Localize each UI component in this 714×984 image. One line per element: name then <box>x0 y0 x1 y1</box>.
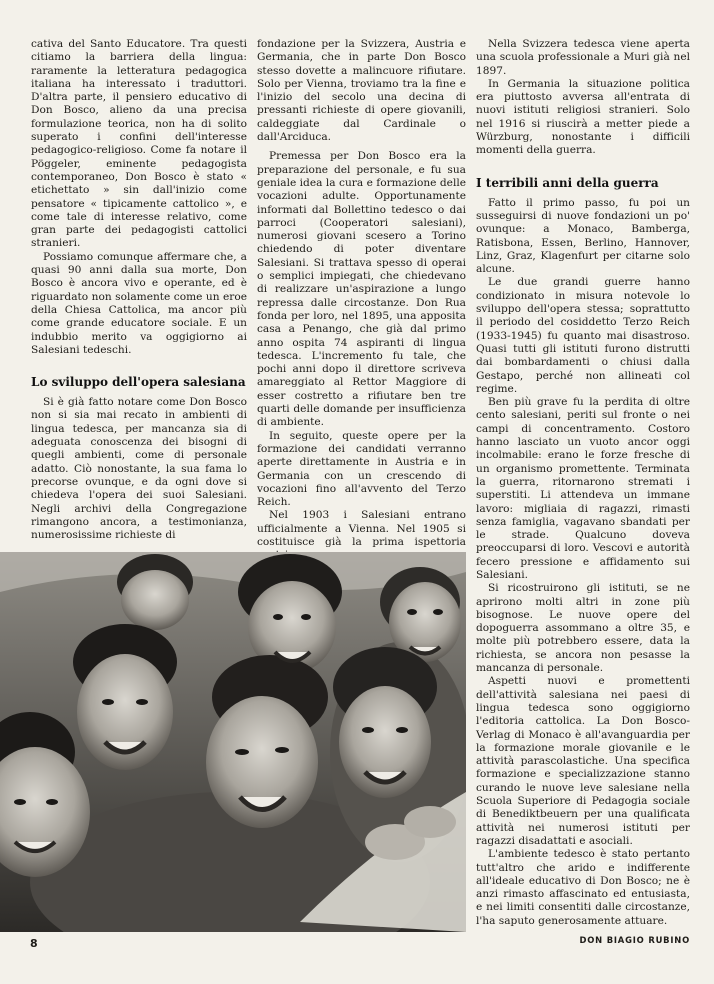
paragraph: Nel 1903 i Salesiani entrano ufficialmente a Vienna. Nel 1905 si costituisce già la prima ispettoria <box>257 509 466 548</box>
photo-illustration <box>0 552 466 932</box>
paragraph: Ben più grave fu la perdita di oltre cento salesiani, periti sul fronte o nei campi di concentramento. Costoro hanno lasciato un vuoto ancor oggi incolmabile: erano le forze fresche di un organismo promettente. Terminata la guerra, ritornarono stremati i superstiti. Li attendeva un immane lavoro: migliaia di ragazzi, rimasti senza famiglia, vagavano sbandati per le strade. Qualcuno doveva preoccuparsi di loro. Vescovi e autorità fecero pressione e affidamento sui Salesiani. <box>476 396 690 581</box>
paragraph: Si è già fatto notare come Don Bosco non si sia mai recato in ambienti di lingua tedesca, per mancanza sia di adeguata conoscenza dei bisogni di quegli ambienti, come di personale adatto. Ciò nonostante, la sua fama lo precorse ovunque, e da ogni dove si chiedeva l'opera dei suoi Salesiani. Negli archivi della Congregazione rimangono ancora, a testimonianza, numerosissime richieste di <box>31 396 247 542</box>
paragraph: Fatto il primo passo, fu poi un susseguirsi di nuove fondazioni un po' ovunque: a Monaco, Bamberga, Ratisbona, Essen, Berlino, Hannover, Linz, Graz, Klagenfurt per citarne solo alcune. <box>476 196 690 276</box>
text-column-2 <box>257 38 466 563</box>
paragraph: Si ricostruirono gli istituti, se ne aprirono molti altri in zone più bisognose. Le nuove opere del dopoguerra assommano a oltre 35, e molte più potrebbero essere, data la richiesta, se ancora non pesasse la mancanza di personale. <box>476 582 690 675</box>
section-heading: I terribili anni della guerra <box>476 175 659 190</box>
paragraph: Possiamo comunque affermare che, a quasi 90 anni dalla sua morte, Don Bosco è ancora vivo e operante, ed è riguardato non solamente come un eroe della Chiesa Cattolica, ma ancor più come grande educatore sociale. E un indubbio merito va oggigiorno ai Salesiani tedeschi. <box>31 250 247 356</box>
text-column-3 <box>476 38 690 947</box>
paragraph: Le due grandi guerre hanno condizionato in misura notevole lo sviluppo dell'opera stessa; soprattutto il periodo del cosiddetto Terzo Reich (1933-1945) fu quanto mai disastroso. Quasi tutti gli istituti furono distrutti dai bombardamenti o chiusi dalla Gestapo, perché non allineati col regime. <box>476 276 690 395</box>
photo-smiling-boys <box>0 552 466 932</box>
paragraph: Nella Svizzera tedesca viene aperta una scuola professionale a Muri già nel 1897. <box>476 38 690 77</box>
paragraph: In Germania la situazione politica era piuttosto avversa all'entrata di nuovi istituti religiosi stranieri. Solo nel 1916 si riuscirà a metter piede a Würzburg, nonostante i difficili momenti della guerra. <box>476 77 690 157</box>
paragraph: Aspetti nuovi e promettenti dell'attività salesiana nei paesi di lingua tedesca sono oggigiorno l'editoria cattolica. La Don Bosco-Verlag di Monaco è all'avanguardia per la formazione morale giovanile e le attività parascolastiche. Una specifica formazione e specializzazione stanno curando le nuove leve salesiane nella Scuola Superiore di Pedagogia sociale di Benediktbeuern per una qualificata attività nei numerosi istituti per ragazzi disadattati e asociali. <box>476 675 690 847</box>
paragraph: Premessa per Don Bosco era la preparazione del personale, e fu sua geniale idea la cura e formazione delle vocazioni adulte. Opportunamente informati dal Bollettino tedesco o dai parroci (Cooperatori salesiani), numerosi giovani scesero a Torino chiedendo di poter diventare Salesiani. Si trattava spesso di operai o semplici impiegati, che chiedevano di realizzare un'aspirazione a lungo repressa dalle circostanze. Don Rua fonda per loro, nel 1895, una apposita casa a Penango, che già dal primo anno ospita 74 aspiranti di lingua tedesca. L'incremento fu tale, che pochi anni dopo il direttore scriveva amareggiato al Rettor Maggiore di esser costretto a rifiutare ben tre quarti delle domande per insufficienza di ambiente. <box>257 150 466 429</box>
paragraph: L'ambiente tedesco è stato pertanto tutt'altro che arido e indifferente all'ideale educativo di Don Bosco; ne è anzi rimasto affascinato ed entusiasta, e nei limiti consentiti dalle circostanze, l'ha saputo generosamente attuare. <box>476 848 690 927</box>
paragraph: fondazione per la Svizzera, Austria e Germania, che in parte Don Bosco stesso dovette a malincuore rifiutare. Solo per Vienna, troviamo tra la fine e l'inizio del secolo una decina di pressanti richieste di opere giovanili, caldeggiate dal Cardinale o dall'Arciduca. <box>257 38 466 144</box>
paragraph: In seguito, queste opere per la formazione dei candidati verranno aperte direttamente in Austria e in Germania con un crescendo di vocazioni fino all'avvento del Terzo Reich. <box>257 429 466 509</box>
text-column-1 <box>31 38 247 542</box>
section-heading: Lo sviluppo dell'opera salesiana <box>31 375 246 390</box>
author-signature: DON BIAGIO RUBINO <box>579 935 690 945</box>
page-number: 8 <box>30 937 38 950</box>
paragraph: cativa del Santo Educatore. Tra questi citiamo la barriera della lingua: raramente la letteratura pedagogica italiana ha interessato i traduttori. D'altra parte, il pensiero educativo di Don Bosco, alieno da una precisa formulazione teorica, non ha di solito superato i confini dell'interesse pedagogico-religioso. Come fa notare il Pöggeler, eminente pedagogista contemporaneo, Don Bosco è stato « etichettato » sin dall'inizio come pensatore « tipicamente cattolico », e come tale di interesse relativo, come gran parte dei pedagogisti cattolici stranieri. <box>31 38 247 250</box>
